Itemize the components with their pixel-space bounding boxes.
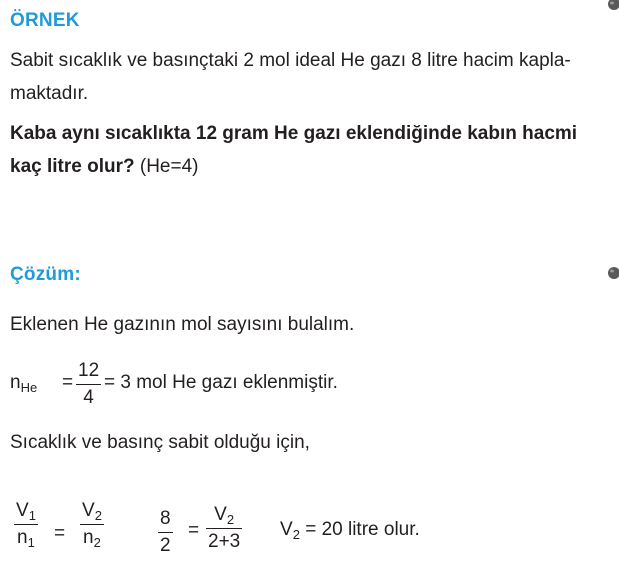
subst-numerator: 8: [160, 508, 171, 529]
ratio-v2: $V_2$: [82, 500, 102, 523]
example-statement: [10, 44, 610, 110]
subst-left: [158, 508, 173, 557]
mol-equals: =: [62, 372, 74, 393]
example-heading: ÖRNEK: [10, 10, 80, 31]
statement-line-1: Sabit sıcaklık ve basınçtaki 2 mol ideal He gazı 8 litre hacim kapla-: [10, 50, 571, 71]
pushpin-icon: [606, 266, 619, 280]
fraction-bar: [158, 532, 173, 533]
pushpin-icon: [606, 0, 619, 14]
statement-line-2: maktadır.: [10, 83, 89, 104]
answer-text: = 20 litre olur.: [299, 519, 420, 540]
question-line-2: [10, 150, 610, 183]
solution-condition: Sıcaklık ve basınç sabit olduğu için,: [10, 432, 310, 453]
mol-numerator: 12: [78, 360, 100, 381]
subst-equals: =: [188, 520, 200, 541]
ratio-n2: $n_2$: [83, 527, 101, 551]
mol-result: = 3 mol He gazı eklenmiştir.: [104, 372, 338, 393]
mol-denominator: 4: [83, 387, 94, 409]
final-answer: $V_2 = 20$ litre olur.: [280, 519, 420, 542]
fraction-bar: [76, 384, 101, 385]
example-question: [10, 117, 610, 183]
fraction-bar: [80, 524, 104, 525]
subst-denominator: 2: [160, 535, 171, 557]
subst-denominator-sum: 2+3: [208, 531, 241, 553]
mol-symbol: $n_{He}$: [10, 372, 38, 395]
fraction-bar: [206, 528, 242, 529]
ratio-equals: =: [54, 523, 66, 544]
answer-subscript: 2: [292, 527, 300, 542]
ratio-n1: $n_1$: [17, 527, 35, 551]
fraction-bar: [14, 524, 38, 525]
ratio-left: [14, 500, 38, 549]
mol-subscript: He: [20, 380, 38, 395]
mol-fraction: [76, 360, 101, 409]
question-bold: kaç litre olur?: [10, 156, 135, 177]
solution-heading: Çözüm:: [10, 264, 81, 285]
ratio-v1: $V_1$: [16, 500, 36, 523]
question-line-1: Kaba aynı sıcaklıkta 12 gram He gazı eklendiğinde kabın hacmi: [10, 123, 578, 144]
subst-v2: $V_2$: [214, 504, 235, 527]
ratio-right: [80, 500, 104, 549]
question-given: (He=4): [134, 156, 199, 177]
subst-right: [206, 504, 242, 553]
solution-intro: Eklenen He gazının mol sayısını bulalım.: [10, 314, 355, 335]
